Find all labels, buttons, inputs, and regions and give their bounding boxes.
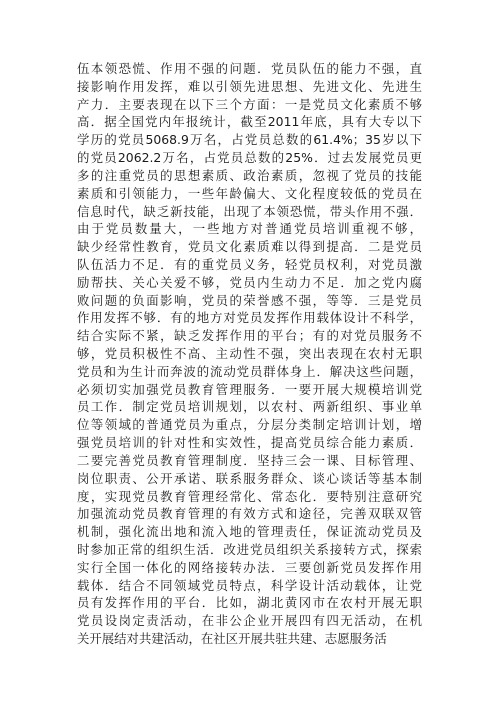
text-line: 学历的党员5068.9万名，占党员总数的61.4%；35岁以下 bbox=[77, 132, 422, 148]
text-line: 党员和为生计而奔波的流动党员群体身上．解决这些问题， bbox=[77, 363, 422, 379]
text-line: 够，党员积极性不高、主动性不强，突出表现在农村无职 bbox=[77, 346, 422, 361]
text-line: 由于党员数量大，一些地方对普通党员培训重视不够， bbox=[77, 221, 422, 237]
text-line: 强党员培训的针对性和实效性，提高党员综合能力素质． bbox=[77, 435, 422, 451]
text-line: 加强流动党员教育管理的有效方式和途径，完善双联双管 bbox=[77, 506, 422, 522]
text-line: 度，实现党员教育管理经常化、常态化．要特别注意研究 bbox=[77, 488, 422, 504]
text-line: 必须切实加强党员教育管理服务．一要开展大规模培训党 bbox=[77, 381, 422, 397]
text-line: 党员设岗定责活动，在非公企业开展四有四无活动，在机 bbox=[77, 613, 422, 629]
text-line: 机制，强化流出地和流入地的管理责任，保证流动党员及 bbox=[77, 524, 422, 540]
text-line: 信息时代，缺乏新技能，出现了本领恐慌，带头作用不强． bbox=[77, 203, 422, 219]
text-line: 的党员2062.2万名，占党员总数的25%．过去发展党员更 bbox=[77, 150, 422, 166]
text-line: 员工作．制定党员培训规划，以农村、两新组织、事业单 bbox=[77, 399, 422, 415]
text-line: 败问题的负面影响，党员的荣誉感不强，等等．三是党员 bbox=[77, 292, 422, 308]
text-line: 员有发挥作用的平台．比如，湖北黄冈市在农村开展无职 bbox=[77, 595, 422, 611]
text-line: 载体．结合不同领域党员特点，科学设计活动载体，让党 bbox=[77, 577, 422, 593]
text-line: 位等领域的普通党员为重点，分层分类制定培训计划，增 bbox=[77, 417, 422, 433]
text-line: 伍本领恐慌、作用不强的问题．党员队伍的能力不强，直 bbox=[77, 61, 422, 76]
text-line: 时参加正常的组织生活．改进党员组织关系接转方式，探索 bbox=[77, 541, 422, 557]
body-text bbox=[77, 60, 422, 648]
text-line: 作用发挥不够．有的地方对党员发挥作用载体设计不科学， bbox=[77, 310, 422, 326]
text-line: 励帮扶、关心关爱不够，党员内生动力不足．加之党内腐 bbox=[77, 274, 422, 290]
text-line: 岗位职责、公开承诺、联系服务群众、谈心谈话等基本制 bbox=[77, 470, 422, 486]
text-line: 队伍活力不足．有的重党员义务，轻党员权利，对党员激 bbox=[77, 256, 422, 272]
text-line: 高．据全国党内年报统计，截至2011年底，具有大专以下 bbox=[77, 114, 422, 130]
text-line: 接影响作用发挥，难以引领先进思想、先进文化、先进生 bbox=[77, 78, 422, 94]
text-line: 产力．主要表现在以下三个方面：一是党员文化素质不够 bbox=[77, 96, 422, 112]
text-line: 缺少经常性教育，党员文化素质难以得到提高．二是党员 bbox=[77, 239, 422, 255]
text-line: 素质和引领能力，一些年龄偏大、文化程度较低的党员在 bbox=[77, 185, 422, 201]
text-line: 结合实际不紧，缺乏发挥作用的平台；有的对党员服务不 bbox=[77, 328, 422, 344]
text-line: 实行全国一体化的网络接转办法．三要创新党员发挥作用 bbox=[77, 559, 422, 575]
text-line: 二要完善党员教育管理制度．坚持三会一课、目标管理、 bbox=[77, 452, 422, 468]
text-line: 多的注重党员的思想素质、政治素质，忽视了党员的技能 bbox=[77, 167, 422, 183]
text-line: 关开展结对共建活动，在社区开展共驻共建、志愿服务活 bbox=[77, 631, 387, 646]
